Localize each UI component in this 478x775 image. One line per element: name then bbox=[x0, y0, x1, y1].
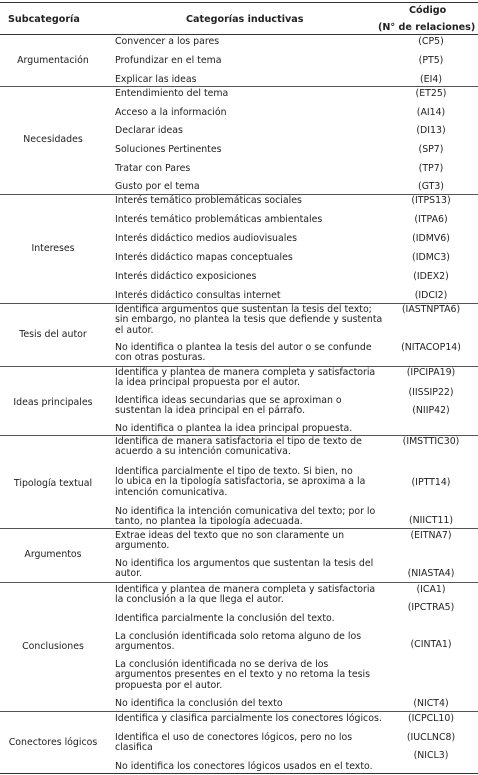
subcategory-label: Conclusiones bbox=[22, 641, 84, 652]
category-text: Interés didáctico medios audiovisuales bbox=[115, 233, 298, 244]
header-categories: Categorías inductivas bbox=[186, 14, 304, 25]
category-text: La conclusión identificada solo retoma alguno de los argumentos. bbox=[115, 631, 362, 653]
category-code: (GT3) bbox=[418, 181, 444, 192]
category-code: (NICL3) bbox=[413, 750, 449, 761]
group-divider bbox=[0, 711, 478, 712]
header-relations: (N° de relaciones) bbox=[378, 22, 476, 33]
category-text: No identifica la intención comunicativa del texto; por lo tanto, no plantea la tipología adecuada. bbox=[115, 506, 376, 528]
subcategory-label: Necesidades bbox=[23, 134, 83, 145]
category-code: (CP5) bbox=[418, 36, 444, 47]
category-text: Declarar ideas bbox=[115, 125, 183, 136]
category-code: (EITNA7) bbox=[410, 530, 452, 541]
category-code: (EI4) bbox=[420, 74, 442, 85]
category-text: Entendimiento del tema bbox=[115, 88, 229, 99]
category-code: (DI13) bbox=[416, 125, 446, 136]
category-code: (NITACOP14) bbox=[401, 342, 461, 353]
subcategory-label: Tipología textual bbox=[13, 478, 93, 489]
category-code: (IDMV6) bbox=[412, 233, 450, 244]
category-text: Identifica ideas secundarias que se aproximan o sustentan la idea principal en el párrafo. bbox=[115, 395, 342, 417]
category-code: (IDEX2) bbox=[413, 271, 449, 282]
category-text: Interés didáctico consultas internet bbox=[115, 290, 281, 301]
category-code: (IPCIPA19) bbox=[406, 367, 456, 378]
group-divider bbox=[0, 582, 478, 583]
category-code: (ICA1) bbox=[416, 584, 446, 595]
category-code: (NIICT11) bbox=[408, 515, 454, 526]
category-code: (IDCI2) bbox=[414, 290, 448, 301]
category-code: (SP7) bbox=[418, 144, 444, 155]
category-text: No identifica o plantea la tesis del autor o se confunde con otras posturas. bbox=[115, 342, 372, 364]
category-code: (ITPS13) bbox=[411, 195, 451, 206]
category-text: Soluciones Pertinentes bbox=[115, 144, 222, 155]
table-top-rule bbox=[0, 2, 478, 3]
category-text: Identifica parcialmente el tipo de texto. Si bien, no lo ubica en la tipología satisfactoria, se aproxima a la intención comunicativa. bbox=[115, 466, 366, 498]
category-text: Explicar las ideas bbox=[115, 74, 197, 85]
category-text: Identifica de manera satisfactoria el tipo de texto de acuerdo a su intención comunicativa. bbox=[115, 436, 362, 458]
category-code: (ICPCL10) bbox=[408, 713, 454, 724]
subcategory-label: Argumentos bbox=[24, 549, 82, 560]
category-code: (IPTT14) bbox=[411, 477, 451, 488]
category-code: (NIIP42) bbox=[412, 405, 450, 416]
category-code: (IISSIP22) bbox=[408, 387, 454, 398]
category-text: Identifica y plantea de manera completa y satisfactoria la idea principal propuesta por el autor. bbox=[115, 367, 376, 389]
category-text: Identifica argumentos que sustentan la tesis del texto; sin embargo, no plantea la tesis que defiende y sustenta el autor. bbox=[115, 304, 383, 336]
category-text: Identifica y clasifica parcialmente los conectores lógicos. bbox=[115, 713, 382, 724]
category-text: Identifica y plantea de manera completa y satisfactoria la conclusión a la que llega el autor. bbox=[115, 584, 376, 606]
subcategory-label: Conectores lógicos bbox=[8, 737, 98, 748]
category-code: (AI14) bbox=[416, 107, 446, 118]
table-bottom-rule bbox=[0, 773, 478, 774]
category-text: Identifica parcialmente la conclusión del texto. bbox=[115, 613, 335, 624]
header-bottom-rule bbox=[0, 34, 478, 35]
group-divider bbox=[0, 86, 478, 87]
subcategory-label: Ideas principales bbox=[13, 397, 93, 408]
category-text: Interés didáctico mapas conceptuales bbox=[115, 252, 293, 263]
category-code: (ET25) bbox=[415, 88, 447, 99]
category-text: No identifica la conclusión del texto bbox=[115, 698, 283, 709]
category-code: (IDMC3) bbox=[412, 252, 450, 263]
category-text: La conclusión identificada no se deriva de los argumentos presentes en el texto y no retoma la tesis propuesta por el autor. bbox=[115, 659, 370, 691]
subcategory-label: Argumentación bbox=[17, 55, 89, 66]
group-divider bbox=[0, 528, 478, 529]
category-text: Identifica el uso de conectores lógicos, pero no los clasifica bbox=[115, 732, 353, 754]
subcategory-label: Tesis del autor bbox=[19, 329, 87, 340]
category-code: (CINTA1) bbox=[410, 639, 452, 650]
category-text: Profundizar en el tema bbox=[115, 55, 222, 66]
category-code: (ITPA6) bbox=[414, 214, 448, 225]
category-code: (IASTNPTA6) bbox=[401, 304, 461, 315]
category-text: Extrae ideas del texto que no son claramente un argumento. bbox=[115, 530, 345, 552]
category-text: Convencer a los pares bbox=[115, 36, 220, 47]
category-code: (TP7) bbox=[418, 163, 444, 174]
category-code: (IPCTRA5) bbox=[407, 602, 455, 613]
category-code: (IUCLNC8) bbox=[406, 732, 456, 743]
category-text: Interés didáctico exposiciones bbox=[115, 271, 257, 282]
category-text: No identifica los conectores lógicos usados en el texto. bbox=[115, 761, 373, 772]
category-text: No identifica o plantea la idea principal propuesta. bbox=[115, 423, 353, 434]
category-code: (PT5) bbox=[418, 55, 444, 66]
category-code: (NICT4) bbox=[413, 698, 449, 709]
category-text: Acceso a la información bbox=[115, 107, 227, 118]
category-text: Interés temático problemáticas ambientales bbox=[115, 214, 323, 225]
category-text: Gusto por el tema bbox=[115, 181, 200, 192]
category-code: (NIASTA4) bbox=[407, 568, 455, 579]
category-text: No identifica los argumentos que sustentan la tesis del autor. bbox=[115, 558, 374, 580]
category-code: (IMSTTIC30) bbox=[402, 436, 460, 447]
category-text: Tratar con Pares bbox=[115, 163, 191, 174]
subcategory-label: Intereses bbox=[31, 243, 75, 254]
category-text: Interés temático problemáticas sociales bbox=[115, 195, 302, 206]
header-code: Código bbox=[409, 5, 447, 16]
header-subcategory: Subcategoría bbox=[8, 14, 80, 25]
